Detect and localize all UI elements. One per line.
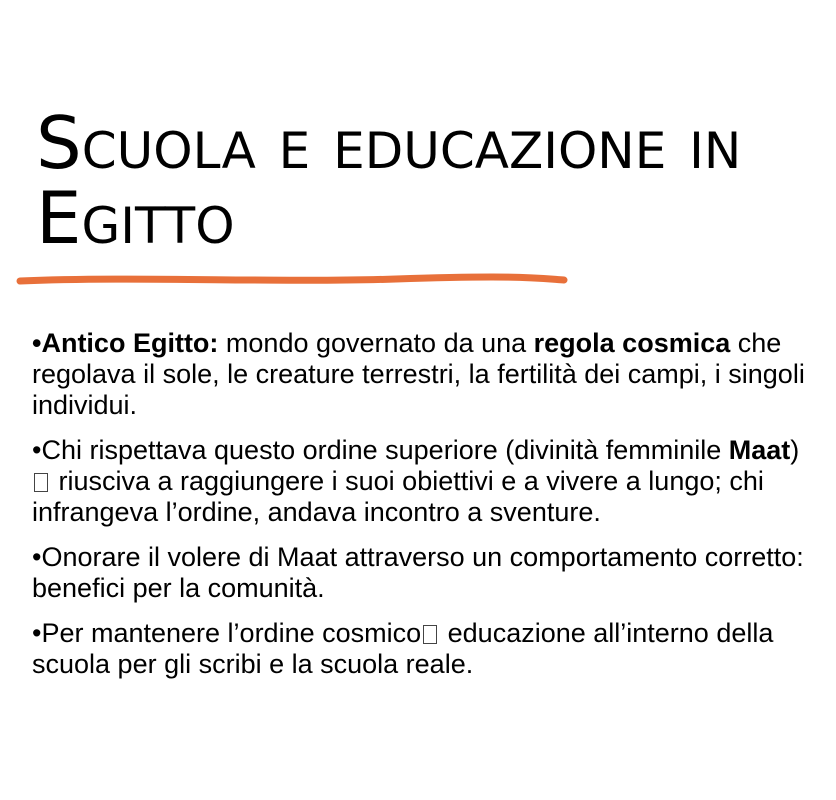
- bullet-marker: •: [32, 435, 42, 465]
- bullet-paragraph-2: [32, 435, 812, 528]
- title-line-1: Scuola e educazione in: [36, 101, 742, 186]
- title-line-2: Egitto: [36, 176, 235, 261]
- body-text: Chi rispettava questo ordine superiore (divinità femminile: [41, 435, 729, 465]
- title-underline: [16, 270, 576, 290]
- bold-text: Maat: [728, 435, 791, 465]
- bullet-paragraph-1: [32, 328, 812, 421]
- body-text: riusciva a raggiungere i suoi obiettivi e a vivere a lungo; chi infrangeva l’ordine, andava incontro a sventure.: [32, 466, 764, 527]
- body-text: Per mantenere l’ordine cosmico: [41, 618, 422, 648]
- body-text: ): [790, 435, 800, 465]
- bold-text: Antico Egitto:: [41, 328, 219, 358]
- body-text: educazione all’interno della scuola per gli scribi e la scuola reale.: [32, 618, 774, 679]
- bullet-paragraph-4: [32, 618, 812, 680]
- slide-title: [36, 101, 826, 261]
- bold-text: regola cosmica: [533, 328, 731, 358]
- bullet-marker: •: [32, 542, 42, 572]
- bullet-marker: •: [32, 328, 42, 358]
- missing-glyph-icon: [423, 625, 437, 644]
- missing-glyph-icon: [34, 473, 48, 492]
- body-text: che regolava il sole, le creature terrestri, la fertilità dei campi, i singoli individui.: [32, 328, 805, 420]
- bullet-list: [32, 328, 812, 694]
- body-text: Onorare il volere di Maat attraverso un comportamento corretto: benefici per la comunità.: [32, 542, 804, 603]
- bullet-paragraph-3: [32, 542, 812, 604]
- body-text: mondo governato da una: [218, 328, 534, 358]
- bullet-marker: •: [32, 618, 42, 648]
